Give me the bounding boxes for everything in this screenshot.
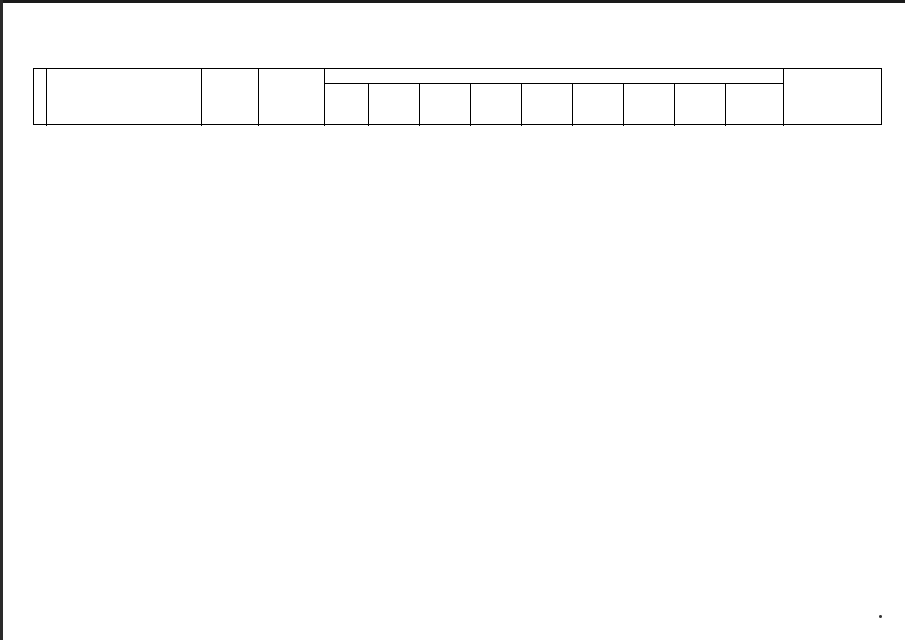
header-name <box>46 69 201 126</box>
col-divider <box>623 83 624 126</box>
header-index <box>34 69 46 126</box>
header-period <box>258 69 324 126</box>
col-divider <box>572 83 573 126</box>
funding-table-header <box>33 68 882 125</box>
header-funding-title <box>324 69 783 83</box>
col-divider <box>470 83 471 126</box>
scan-speck <box>879 615 882 618</box>
col-divider <box>674 83 675 126</box>
table-body-unreadable <box>33 125 882 605</box>
col-divider <box>521 83 522 126</box>
header-indicator <box>783 69 883 126</box>
col-divider <box>368 83 369 126</box>
header-executor <box>201 69 258 126</box>
header-total <box>725 83 783 126</box>
row-divider <box>324 83 783 84</box>
col-divider <box>419 83 420 126</box>
scan-edge-top <box>0 0 905 3</box>
scan-edge-left <box>0 0 3 640</box>
